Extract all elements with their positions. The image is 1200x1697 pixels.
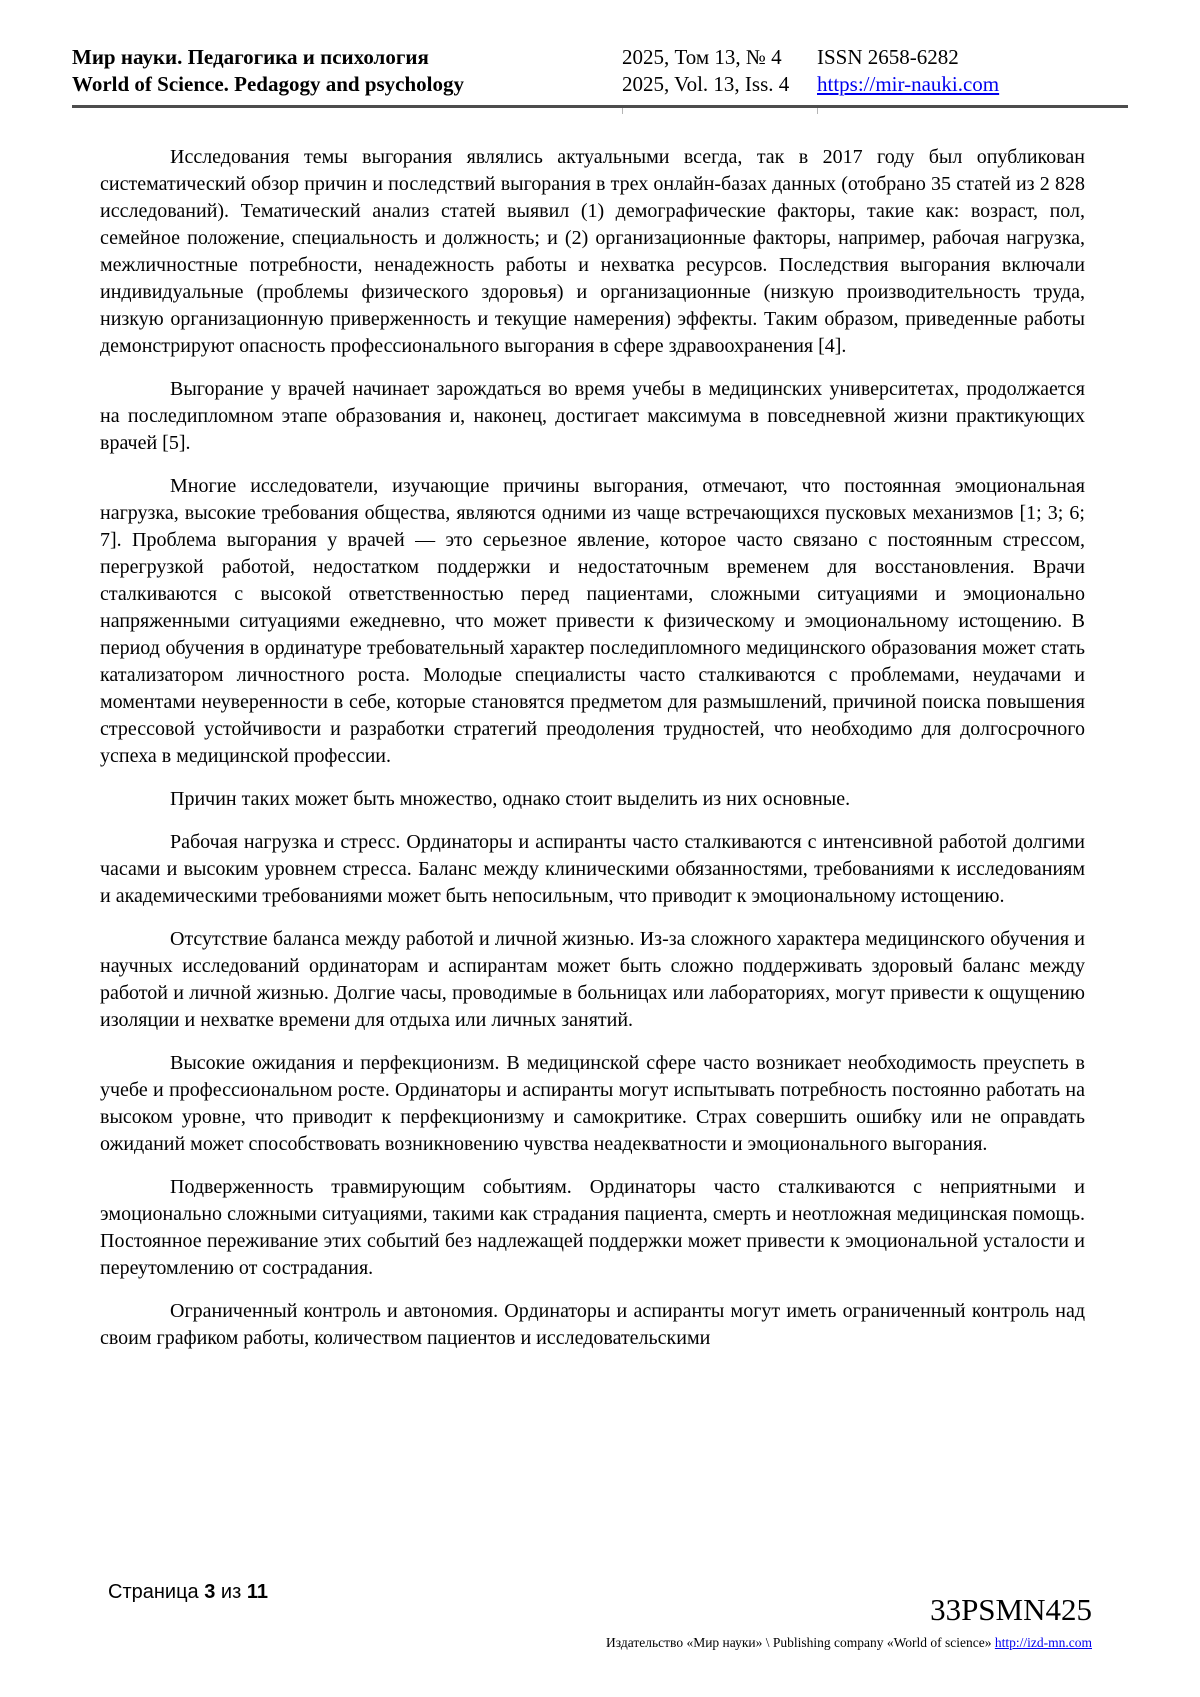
paragraph: Ограниченный контроль и автономия. Ординаторы и аспиранты могут иметь ограниченный контроль над своим графиком работы, количеством пациентов и исследовательскими bbox=[100, 1300, 1085, 1349]
page-number-label bbox=[108, 1580, 268, 1604]
publisher-text: Издательство «Мир науки» \ Publishing company «World of science» bbox=[606, 1635, 992, 1650]
paragraph: Причин таких может быть множество, однако стоит выделить из них основные. bbox=[170, 788, 851, 810]
journal-header bbox=[72, 44, 1128, 108]
article-body bbox=[100, 130, 1085, 1368]
paragraph: Многие исследователи, изучающие причины выгорания, отмечают, что постоянная эмоциональная нагрузка, высокие требования общества, являются одними из чаще встречающихся пусковых механизмов [1; 3; 6; 7]. Проблема выгорания у врачей — это серьезное явление, которое часто связано с постоянным стрессом, перегрузкой работой, недостатком поддержки и недостаточным временем для восстановления. Врачи сталкиваются с высокой ответственностью перед пациентами, сложными ситуациями и эмоционально напряженными ситуациями ежедневно, что может привести к физическому и эмоциональному истощению. В период обучения в ординатуре требовательный характер последипломного медицинского образования может стать катализатором личностного роста. Молодые специалисты часто сталкиваются с проблемами, неудачами и моментами неуверенности в себе, которые становятся предметом для размышлений, причиной поиска повышения стрессовой устойчивости и разработки стратегий преодоления трудностей, что необходимо для долгосрочного успеха в медицинской профессии. bbox=[100, 475, 1085, 767]
journal-title-en: World of Science. Pedagogy and psychology bbox=[72, 72, 465, 96]
publisher-line bbox=[606, 1634, 1092, 1651]
issn-cell bbox=[817, 44, 1128, 98]
publisher-website-link[interactable]: http://izd-mn.com bbox=[994, 1635, 1092, 1650]
paragraph: Рабочая нагрузка и стресс. Ординаторы и аспиранты часто сталкиваются с интенсивной работой долгими часами и высоким уровнем стресса. Баланс между клиническими обязанностями, требованиями к исследованиям и академическими требованиями может быть непосильным, что приводит к эмоциональному истощению. bbox=[100, 831, 1085, 907]
page-number: 3 bbox=[204, 1581, 216, 1603]
total-pages: 11 bbox=[246, 1581, 268, 1603]
header-column-divider bbox=[817, 108, 818, 114]
issue-info-cell bbox=[622, 44, 817, 98]
journal-website-link[interactable]: https://mir-nauki.com bbox=[817, 72, 1000, 96]
issn-number: ISSN 2658-6282 bbox=[817, 45, 959, 69]
header-column-divider bbox=[622, 108, 623, 114]
journal-title-ru: Мир науки. Педагогика и психология bbox=[72, 45, 429, 69]
paragraph: Подверженность травмирующим событиям. Ординаторы часто сталкиваются с неприятными и эмоционально сложными ситуациями, такими как страдания пациента, смерть и неотложная медицинская помощь. Постоянное переживание этих событий без надлежащей поддержки может привести к эмоциональной усталости и переутомлению от сострадания. bbox=[100, 1176, 1085, 1279]
issue-ru: 2025, Том 13, № 4 bbox=[622, 45, 782, 69]
paragraph: Выгорание у врачей начинает зарождаться во время учебы в медицинских университетах, продолжается на последипломном этапе образования и, наконец, достигает максимума в повседневной жизни практикующих врачей [5]. bbox=[100, 378, 1085, 454]
paragraph: Отсутствие баланса между работой и личной жизнью. Из-за сложного характера медицинского обучения и научных исследований ординаторам и аспирантам может быть сложно поддерживать здоровый баланс между работой и личной жизнью. Долгие часы, проводимые в больницах или лабораториях, могут привести к ощущению изоляции и нехватке времени для отдыха или личных занятий. bbox=[100, 928, 1085, 1031]
issue-en: 2025, Vol. 13, Iss. 4 bbox=[622, 72, 790, 96]
paragraph: Исследования темы выгорания являлись актуальными всегда, так в 2017 году был опубликован систематический обзор причин и последствий выгорания в трех онлайн-базах данных (отобрано 35 статей из 2 828 исследований). Тематический анализ статей выявил (1) демографические факторы, такие как: возраст, пол, семейное положение, специальность и должность; и (2) организационные факторы, например, рабочая нагрузка, межличностные потребности, ненадежность работы и нехватка ресурсов. Последствия выгорания включали индивидуальные (проблемы физического здоровья) и организационные (низкую производительность труда, низкую организационную приверженность и текущие намерения) эффекты. Таким образом, приведенные работы демонстрируют опасность профессионального выгорания в сфере здравоохранения [4]. bbox=[100, 146, 1085, 357]
page-word: Страница bbox=[108, 1581, 199, 1603]
paragraph: Высокие ожидания и перфекционизм. В медицинской сфере часто возникает необходимость преуспеть в учебе и профессиональном росте. Ординаторы и аспиранты могут испытывать потребность постоянно работать на высоком уровне, что приводит к перфекционизму и самокритике. Страх совершить ошибку или не оправдать ожиданий может способствовать возникновению чувства неадекватности и эмоционального выгорания. bbox=[100, 1052, 1085, 1155]
article-code: 33PSMN425 bbox=[930, 1592, 1092, 1627]
journal-title-cell bbox=[72, 44, 622, 98]
of-word: из bbox=[220, 1581, 242, 1603]
